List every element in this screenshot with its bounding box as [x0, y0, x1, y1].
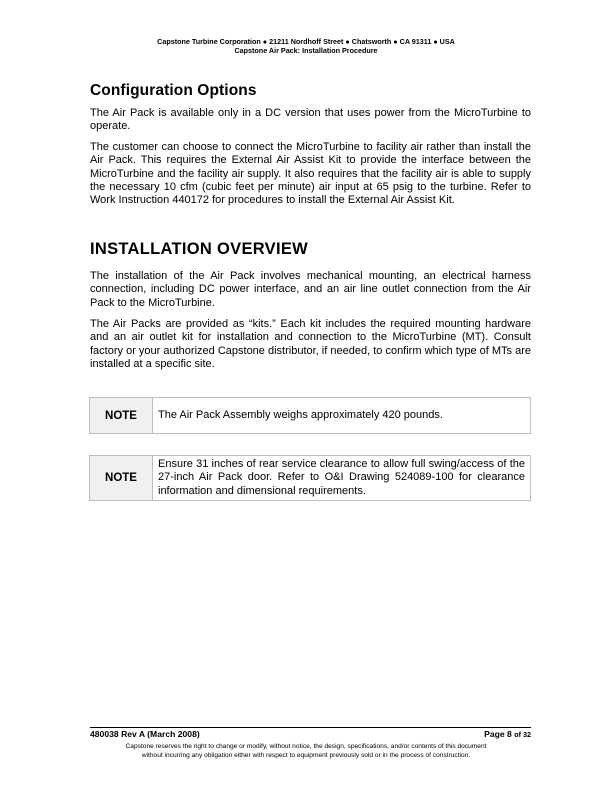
page-header [0, 37, 612, 55]
note-box-clearance [89, 455, 531, 501]
note-text-clearance: Ensure 31 inches of rear service clearance to allow full swing/access of the 27-inch Air Pack door. Refer to O&I Drawing 524089-100 for clearance information and dimensional requirements. [153, 456, 531, 501]
note-label: NOTE [90, 398, 153, 434]
note-box-weight [89, 397, 531, 434]
note-text-weight: The Air Pack Assembly weighs approximately 420 pounds. [153, 398, 531, 434]
footer-disclaimer [0, 743, 612, 760]
disclaimer-line-2: without incurring any obligation either with respect to equipment previously sold or in the process of construction. [141, 751, 471, 759]
header-company-line: Capstone Turbine Corporation ● 21211 Nordhoff Street ● Chatsworth ● CA 91311 ● USA [157, 37, 455, 46]
footer-page-number [484, 729, 531, 739]
configuration-options-heading: Configuration Options [90, 82, 257, 99]
note-label: NOTE [90, 456, 153, 501]
installation-overview-heading: INSTALLATION OVERVIEW [90, 240, 309, 258]
paragraph-dc-version: The Air Pack is available only in a DC version that uses power from the MicroTurbine to operate. [90, 107, 531, 133]
paragraph-kits: The Air Packs are provided as “kits.” Each kit includes the required mounting hardware and an air outlet kit for installation and connection to the MicroTurbine (MT). Consult factory or your authorized Capstone distributor, if needed, to confirm which type of MTs are installed at a specific site. [90, 318, 531, 370]
header-document-title: Capstone Air Pack: Installation Procedure [234, 46, 378, 55]
page-label: Page 8 [484, 729, 512, 739]
paragraph-facility-air: The customer can choose to connect the MicroTurbine to facility air rather than install the Air Pack. This requires the External Air Assist Kit to provide the interface between the MicroTurbine and the facility air supply. It also requires that the facility air is able to supply the necessary 10 cfm (cubic feet per minute) air input at 65 psig to the turbine. Refer to Work Instruction 440172 for procedures to install the External Air Assist Kit. [90, 141, 531, 207]
paragraph-installation-involves: The installation of the Air Pack involves mechanical mounting, an electrical harness connection, including DC power interface, and an air line outlet connection from the Air Pack to the MicroTurbine. [90, 270, 531, 309]
footer-divider [90, 727, 531, 728]
disclaimer-line-1: Capstone reserves the right to change or modify, without notice, the design, specifications, and/or contents of this document [125, 743, 487, 750]
page-total: of 32 [514, 730, 531, 739]
footer-document-id: 480038 Rev A (March 2008) [90, 729, 200, 739]
